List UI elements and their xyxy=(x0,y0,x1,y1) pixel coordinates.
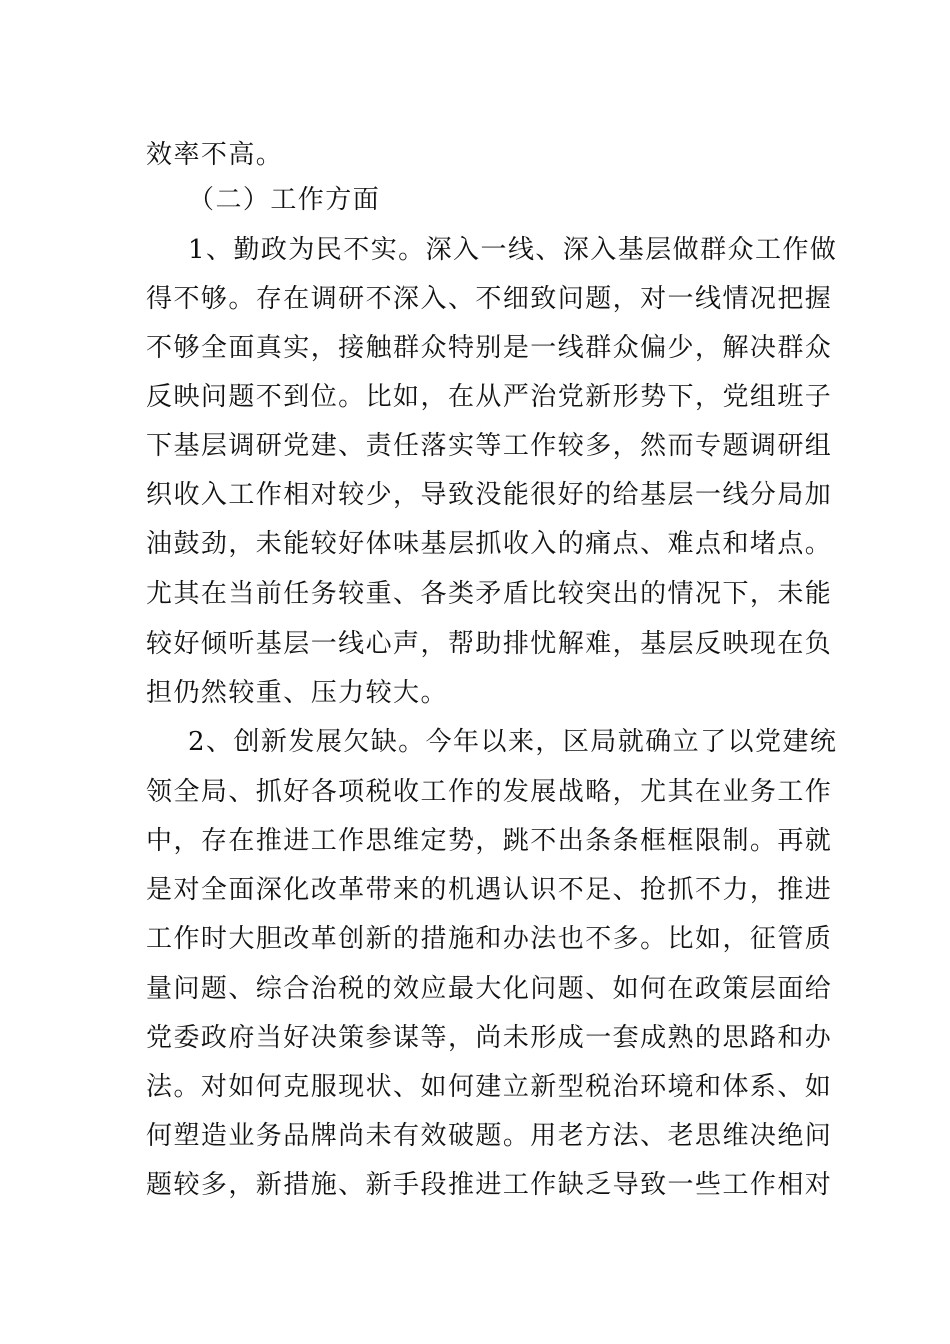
paragraph-2-line-9: 何塑造业务品牌尚未有效破题。用老方法、老思维决绝问 xyxy=(146,1121,833,1151)
paragraph-1-line-9: 较好倾听基层一线心声，帮助排忧解难，基层反映现在负 xyxy=(146,629,833,659)
paragraph-1-line-8: 尤其在当前任务较重、各类矛盾比较突出的情况下，未能 xyxy=(146,579,833,609)
paragraph-2-line-8: 法。对如何克服现状、如何建立新型税治环境和体系、如 xyxy=(146,1072,833,1102)
paragraph-2-line-10: 题较多，新措施、新手段推进工作缺乏导致一些工作相对 xyxy=(146,1170,833,1200)
paragraph-2-line-3: 中，存在推进工作思维定势，跳不出条条框框限制。再就 xyxy=(146,826,833,856)
paragraph-1-line-3: 不够全面真实，接触群众特别是一线群众偏少，解决群众 xyxy=(146,333,833,363)
paragraph-2-line-6: 量问题、综合治税的效应最大化问题、如何在政策层面给 xyxy=(146,974,833,1004)
paragraph-1-line-10: 担仍然较重、压力较大。 xyxy=(146,678,448,708)
text-line-continuation: 效率不高。 xyxy=(146,140,284,170)
paragraph-2-line-4: 是对全面深化改革带来的机遇认识不足、抢抓不力，推进 xyxy=(146,875,833,905)
paragraph-1-line-6: 织收入工作相对较少，导致没能很好的给基层一线分局加 xyxy=(146,480,833,510)
paragraph-1-line-7: 油鼓劲，未能较好体味基层抓收入的痛点、难点和堵点。 xyxy=(146,529,833,559)
section-heading-work: （二）工作方面 xyxy=(188,185,381,215)
paragraph-1-line-5: 下基层调研党建、责任落实等工作较多，然而专题调研组 xyxy=(146,431,833,461)
paragraph-1-line-2: 得不够。存在调研不深入、不细致问题，对一线情况把握 xyxy=(146,284,833,314)
paragraph-2-line-5: 工作时大胆改革创新的措施和办法也不多。比如，征管质 xyxy=(146,924,833,954)
paragraph-2-line-2: 领全局、抓好各项税收工作的发展战略，尤其在业务工作 xyxy=(146,777,833,807)
paragraph-1-line-4: 反映问题不到位。比如，在从严治党新形势下，党组班子 xyxy=(146,382,833,412)
paragraph-1-line-1: 1、勤政为民不实。深入一线、深入基层做群众工作做 xyxy=(188,235,838,265)
paragraph-2-line-7: 党委政府当好决策参谋等，尚未形成一套成熟的思路和办 xyxy=(146,1023,833,1053)
paragraph-2-line-1: 2、创新发展欠缺。今年以来，区局就确立了以党建统 xyxy=(188,727,838,757)
